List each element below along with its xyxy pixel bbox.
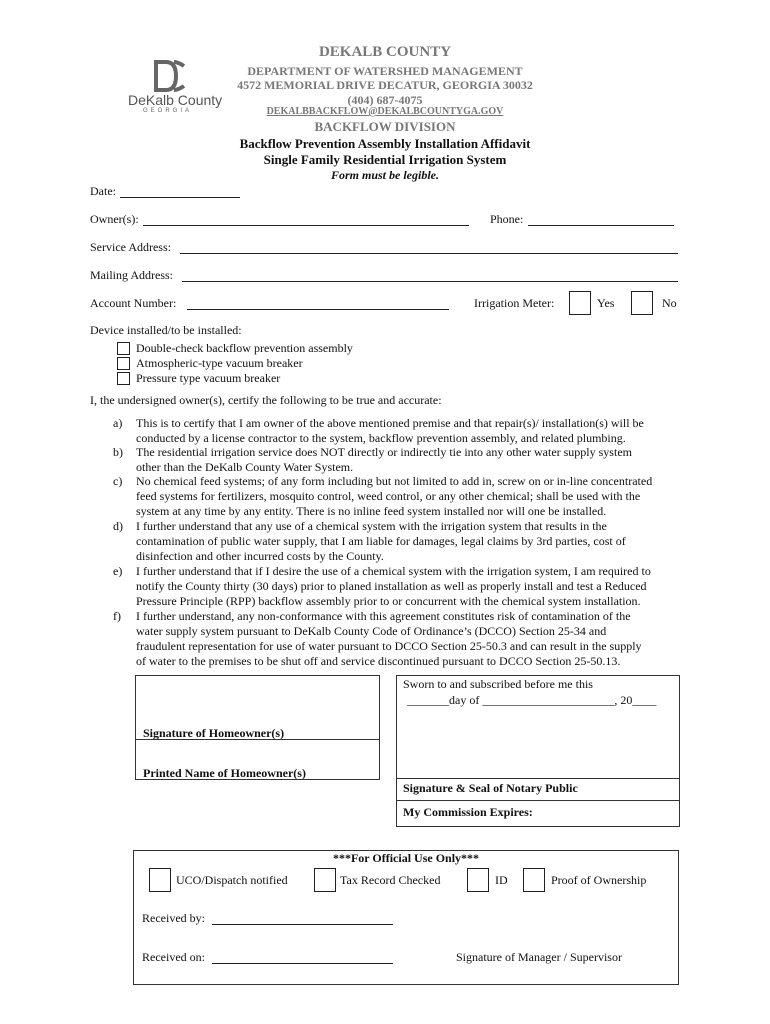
item-line: fraudulent representation for use of water pursuant to DCCO Section 25-50.3 and can result in the supply: [136, 639, 642, 653]
certify-item-e: [113, 564, 673, 609]
logo-subtext: GEORGIA: [143, 108, 193, 114]
item-line: conducted by a license contractor to the system, backflow prevention assembly, and related plumbing.: [136, 431, 626, 445]
certify-intro: I, the undersigned owner(s), certify the following to be true and accurate:: [90, 393, 442, 407]
manager-signature-label: Signature of Manager / Supervisor: [456, 950, 622, 964]
item-line: system at any time by any entity. There is no inline feed system installed nor will one be installed.: [136, 504, 607, 518]
tax-record-label: Tax Record Checked: [340, 873, 441, 887]
account-number-field[interactable]: [187, 309, 449, 310]
department-email[interactable]: DEKALBBACKFLOW@DEKALBCOUNTYGA.GOV: [266, 106, 504, 117]
irrigation-meter-no-checkbox[interactable]: [631, 291, 653, 315]
printed-name-label: Printed Name of Homeowner(s): [143, 766, 306, 780]
irrigation-meter-label: Irrigation Meter:: [474, 296, 555, 310]
notary-signature-label: Signature & Seal of Notary Public: [403, 781, 578, 795]
county-name: DEKALB COUNTY: [318, 44, 452, 60]
id-checkbox[interactable]: [467, 868, 489, 892]
double-check-checkbox[interactable]: [117, 342, 130, 355]
item-line: contamination of public water supply, that I am liable for damages, legal claims by 3rd parties, cost of: [136, 534, 626, 548]
form-subtitle: Single Family Residential Irrigation System: [263, 152, 507, 167]
no-label: No: [662, 296, 677, 310]
certify-item-f: [113, 609, 673, 669]
yes-label: Yes: [597, 296, 615, 310]
form-title: Backflow Prevention Assembly Installation Affidavit: [239, 136, 531, 151]
dekalb-logo-icon: [154, 60, 186, 92]
commission-label: My Commission Expires:: [403, 805, 533, 819]
item-line: disinfection and other incurred costs by the County.: [136, 549, 384, 563]
service-address-label: Service Address:: [90, 240, 171, 254]
atmospheric-label: Atmospheric-type vacuum breaker: [136, 356, 303, 370]
item-line: water supply system pursuant to DeKalb County Code of Ordinance’s (DCCO) Section 25-34 and: [136, 624, 607, 638]
proof-ownership-checkbox[interactable]: [523, 868, 545, 892]
department-address: 4572 MEMORIAL DRIVE DECATUR, GEORGIA 30032: [237, 78, 533, 92]
received-on-field[interactable]: [212, 963, 393, 964]
logo-text: DeKalb County: [128, 92, 223, 108]
item-line: No chemical feed systems; of any form including but not limited to add in, screw on or in-line concentrated: [136, 474, 653, 488]
received-by-label: Received by:: [142, 911, 205, 925]
certify-item-c: [113, 474, 673, 519]
received-by-field[interactable]: [212, 924, 393, 925]
account-number-label: Account Number:: [90, 296, 177, 310]
item-line: This is to certify that I am owner of the above mentioned premise and that repair(s)/ installation(s) will be: [136, 416, 644, 430]
pressure-label: Pressure type vacuum breaker: [136, 371, 281, 385]
commission-divider: [396, 800, 680, 801]
item-line: notify the County thirty (30 days) prior to planed installation as well as properly install and test a Reduced: [136, 579, 647, 593]
division-name: BACKFLOW DIVISION: [314, 119, 456, 134]
tax-record-checkbox[interactable]: [314, 868, 336, 892]
certify-item-d: [113, 519, 673, 564]
phone-field[interactable]: [528, 225, 674, 226]
service-address-field[interactable]: [180, 253, 678, 254]
sworn-text: Sworn to and subscribed before me this: [403, 677, 593, 691]
device-heading: Device installed/to be installed:: [90, 323, 242, 337]
owners-label: Owner(s):: [90, 212, 139, 226]
date-label: Date:: [90, 184, 116, 198]
homeowner-signature-label: Signature of Homeowner(s): [143, 726, 285, 740]
date-field[interactable]: [120, 197, 240, 198]
notary-divider: [396, 778, 680, 779]
item-marker: f): [113, 609, 121, 623]
atmospheric-checkbox[interactable]: [117, 357, 130, 370]
item-line: of water to the premises to be shut off and service discontinued pursuant to DCCO Section 25-50.13.: [136, 654, 621, 668]
item-line: feed systems for fertilizers, mosquito control, weed control, or any other chemical; shall be used with the: [136, 489, 641, 503]
item-marker: e): [113, 564, 123, 578]
certify-item-b: [113, 445, 673, 475]
certify-item-a: [113, 416, 673, 446]
notary-date-field[interactable]: _______day of ______________________, 20____: [407, 693, 657, 707]
official-use-heading: ***For Official Use Only***: [332, 851, 480, 865]
item-line: other than the DeKalb County Water System.: [136, 460, 354, 474]
received-on-label: Received on:: [142, 950, 205, 964]
item-marker: d): [113, 519, 123, 533]
proof-ownership-label: Proof of Ownership: [551, 873, 647, 887]
phone-label: Phone:: [490, 212, 524, 226]
item-line: The residential irrigation service does NOT directly or indirectly tie into any other water supply system: [136, 445, 632, 459]
mailing-address-field[interactable]: [182, 281, 678, 282]
item-line: I further understand that if I desire the use of a chemical system with the irrigation system, I am required to: [136, 564, 651, 578]
item-marker: a): [113, 416, 123, 430]
item-line: I further understand, any non-conformance with this agreement constitutes risk of contamination of the: [136, 609, 631, 623]
mailing-address-label: Mailing Address:: [90, 268, 173, 282]
uco-dispatch-checkbox[interactable]: [149, 868, 171, 892]
double-check-label: Double-check backflow prevention assembly: [136, 341, 353, 355]
owners-field[interactable]: [143, 225, 469, 226]
id-label: ID: [495, 873, 508, 887]
item-line: I further understand that any use of a chemical system with the irrigation system that results in the: [136, 519, 607, 533]
item-marker: c): [113, 474, 123, 488]
department-phone: (404) 687-4075: [347, 93, 423, 107]
item-line: Pressure Principle (RPP) backflow assembly prior to or concurrent with the chemical system installation.: [136, 594, 641, 608]
irrigation-meter-yes-checkbox[interactable]: [569, 291, 591, 315]
department-name: DEPARTMENT OF WATERSHED MANAGEMENT: [247, 64, 523, 78]
pressure-checkbox[interactable]: [117, 372, 130, 385]
uco-dispatch-label: UCO/Dispatch notified: [176, 873, 288, 887]
item-marker: b): [113, 445, 123, 459]
legibility-note: Form must be legible.: [331, 168, 439, 182]
